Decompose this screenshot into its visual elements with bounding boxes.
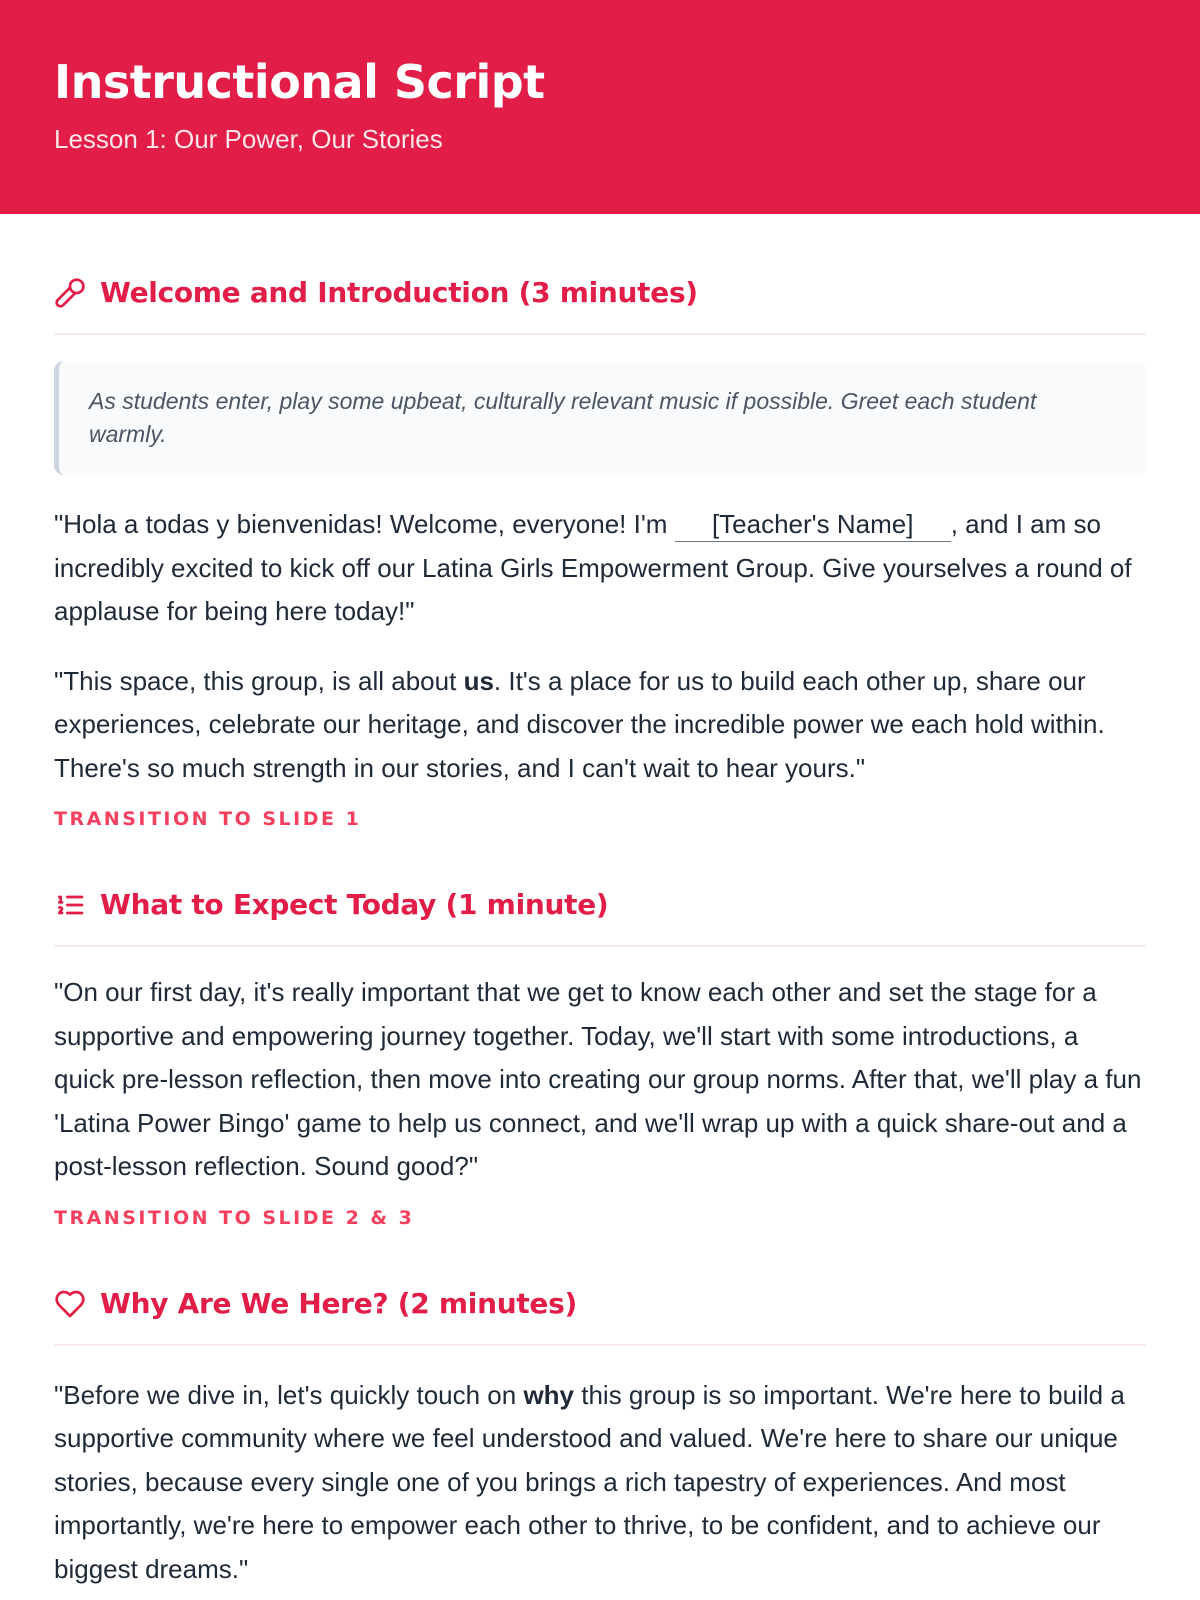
section-heading bbox=[54, 273, 1146, 335]
paragraph-text: "Before we dive in, let's quickly touch on bbox=[54, 1379, 524, 1410]
script-paragraph: "On our first day, it's really important that we get to know each other and set the stage for a supportive and empowering journey together. Today, we'll start with some introductions, a quick pre-lesson reflection, then move into creating our group norms. After that, we'll play a fun 'Latina Power Bingo' game to help us connect, and we'll wrap up with a quick share-out and a post-lesson reflection. Sound good?" bbox=[54, 977, 1142, 1181]
header-banner bbox=[0, 0, 1200, 214]
list-ordered-icon bbox=[54, 889, 86, 921]
section-title: Why Are We Here? (2 minutes) bbox=[100, 1286, 577, 1320]
script-paragraph bbox=[54, 503, 1146, 634]
paragraph-text: , and I am so incredibly excited to kick off our Latina Girls Empowerment Group. Give yourselves a round of applause for being here today!" bbox=[54, 509, 1132, 626]
paragraph-text: "Hola a todas y bienvenidas! Welcome, everyone! I'm bbox=[54, 509, 675, 539]
section-title: What to Expect Today (1 minute) bbox=[100, 888, 609, 921]
microphone-icon bbox=[54, 277, 86, 309]
heart-icon bbox=[54, 1288, 86, 1320]
teacher-name-placeholder: [Teacher's Name] bbox=[675, 507, 951, 542]
transition-label: TRANSITION TO SLIDE 1 bbox=[54, 808, 362, 830]
section-heading bbox=[54, 885, 1146, 947]
section-why-here bbox=[54, 1231, 1146, 1592]
script-paragraph bbox=[54, 1374, 1146, 1592]
page-subtitle: Lesson 1: Our Power, Our Stories bbox=[54, 124, 443, 154]
page-title: Instructional Script bbox=[54, 55, 545, 109]
section-what-to-expect bbox=[54, 832, 1146, 1231]
paragraph-text: "This space, this group, is all about bbox=[54, 665, 464, 696]
script-paragraph bbox=[54, 660, 1146, 791]
section-heading bbox=[54, 1284, 1146, 1346]
emphasis-text: us bbox=[463, 665, 494, 696]
section-welcome bbox=[54, 214, 1146, 832]
paragraph-text: this group is so important. We're here to build a supportive community where we feel understood and valued. We're here to share our unique stories, because every single one of you brings a rich tapestry of experiences. And most importantly, we're here to empower each other to thrive, to be confident, and to achieve our biggest dreams." bbox=[54, 1379, 1125, 1584]
script-content bbox=[0, 214, 1200, 1591]
paragraph-text: . It's a place for us to build each other up, share our experiences, celebrate our heritage, and discover the incredible power we each hold within. There's so much strength in our stories, and I can't wait to hear yours." bbox=[54, 665, 1105, 783]
emphasis-text: why bbox=[523, 1379, 575, 1410]
transition-label: TRANSITION TO SLIDE 2 & 3 bbox=[54, 1206, 415, 1229]
teacher-note: As students enter, play some upbeat, culturally relevant music if possible. Greet each student warmly. bbox=[54, 361, 1146, 475]
section-title: Welcome and Introduction (3 minutes) bbox=[100, 276, 698, 309]
